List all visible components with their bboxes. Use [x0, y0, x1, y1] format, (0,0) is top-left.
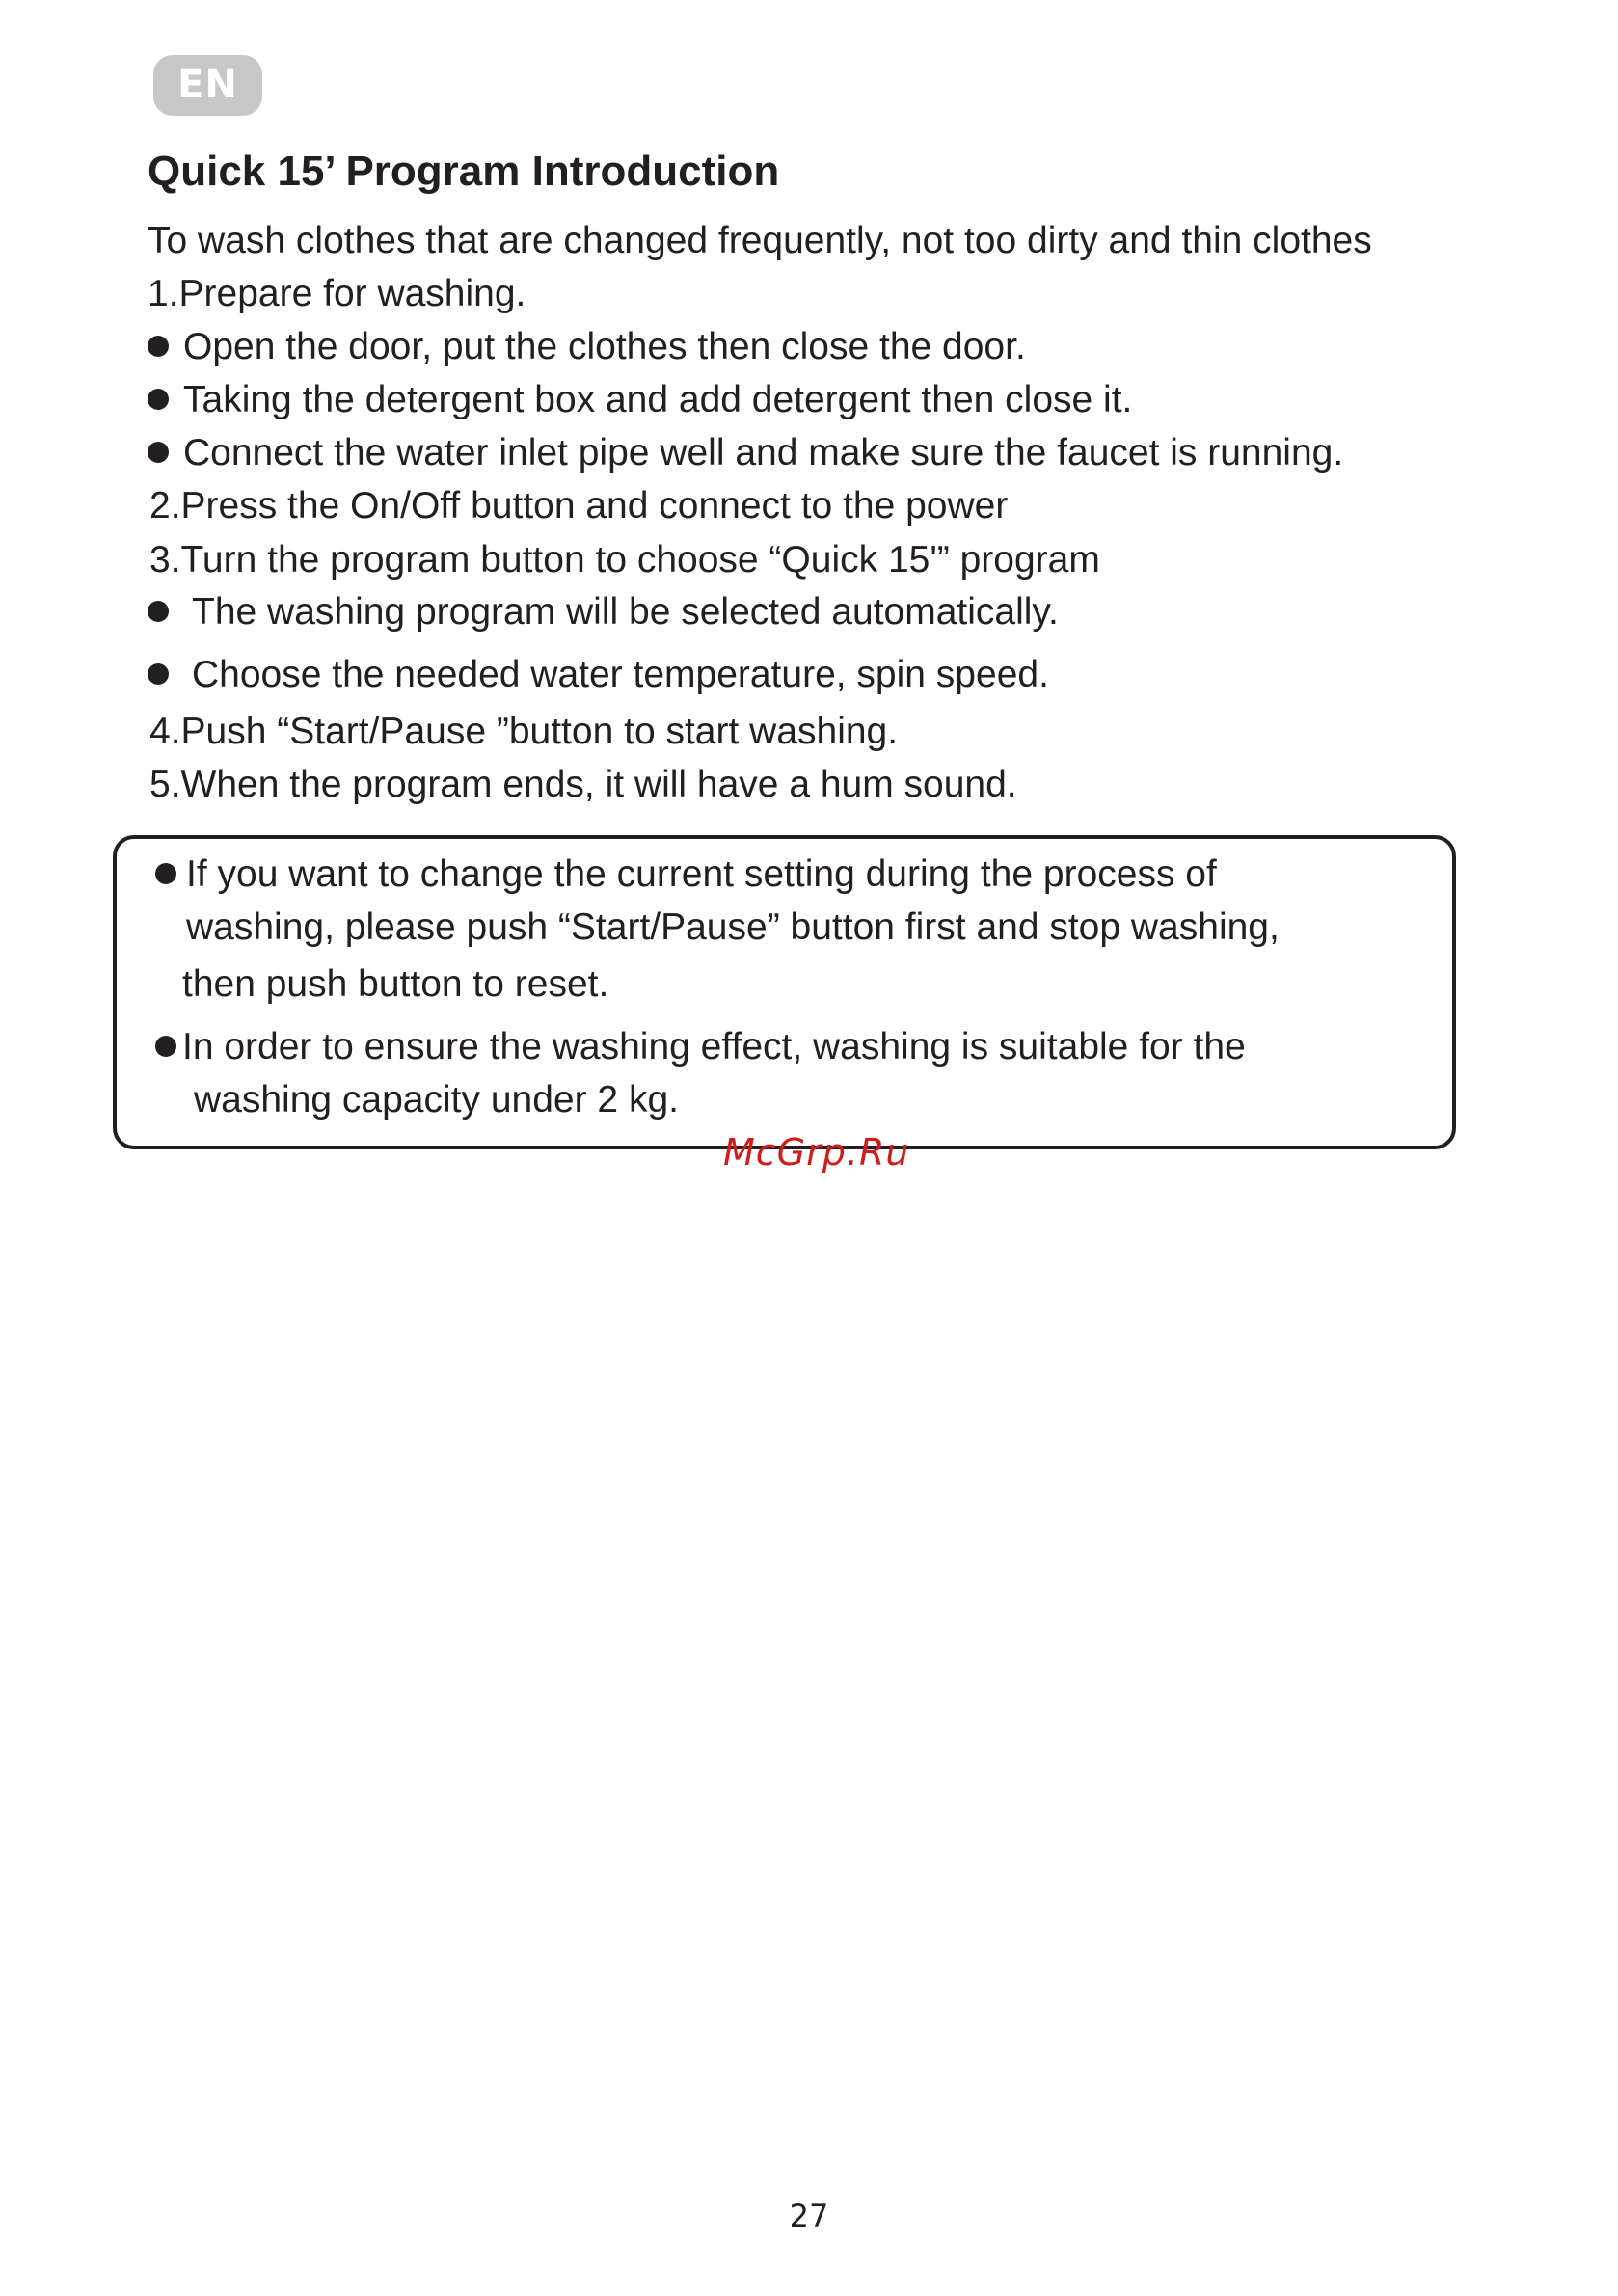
bullet-text: Taking the detergent box and add detergent then close it.	[183, 379, 1133, 420]
step-3-bullet-1	[148, 589, 1059, 635]
step-1-bullet-1	[148, 324, 1026, 370]
step-1: 1.Prepare for washing.	[148, 273, 526, 314]
step-4: 4.Push “Start/Pause ”button to start washing.	[149, 711, 899, 752]
step-1-bullet-3	[148, 430, 1343, 476]
notice-text: In order to ensure the washing effect, washing is suitable for the	[182, 1026, 1246, 1067]
notice-text: If you want to change the current setting during the process of	[186, 853, 1217, 895]
step-5: 5.When the program ends, it will have a hum sound.	[149, 764, 1017, 805]
step-2: 2.Press the On/Off button and connect to the power	[149, 485, 1009, 527]
bullet-text: Choose the needed water temperature, spin speed.	[192, 654, 1049, 695]
notice-bullet-1-line-1	[155, 851, 1217, 898]
notice-bullet-1-line-3: then push button to reset.	[182, 963, 609, 1005]
notice-bullet-1-line-2: washing, please push “Start/Pause” button first and stop washing,	[186, 906, 1280, 948]
language-badge: EN	[153, 55, 262, 116]
intro-text: To wash clothes that are changed frequently, not too dirty and thin clothes	[148, 220, 1372, 261]
page-title: Quick 15’ Program Introduction	[148, 148, 780, 195]
bullet-icon	[148, 442, 169, 463]
step-1-bullet-2	[148, 377, 1132, 423]
bullet-text: Open the door, put the clothes then close the door.	[183, 326, 1026, 367]
step-3-bullet-2	[148, 652, 1049, 698]
bullet-text: Connect the water inlet pipe well and make sure the faucet is running.	[183, 432, 1344, 473]
bullet-text: The washing program will be selected automatically.	[192, 591, 1059, 633]
watermark: McGrp.Ru	[723, 1131, 910, 1174]
bullet-icon	[148, 336, 169, 357]
bullet-icon	[155, 863, 176, 884]
bullet-icon	[155, 1036, 176, 1057]
bullet-icon	[148, 389, 169, 410]
bullet-icon	[148, 663, 169, 685]
notice-bullet-2-line-1	[155, 1024, 1246, 1070]
step-3: 3.Turn the program button to choose “Quick 15'” program	[149, 539, 1100, 581]
bullet-icon	[148, 601, 169, 622]
page-number: 27	[789, 2198, 829, 2234]
notice-bullet-2-line-2: washing capacity under 2 kg.	[194, 1079, 679, 1121]
